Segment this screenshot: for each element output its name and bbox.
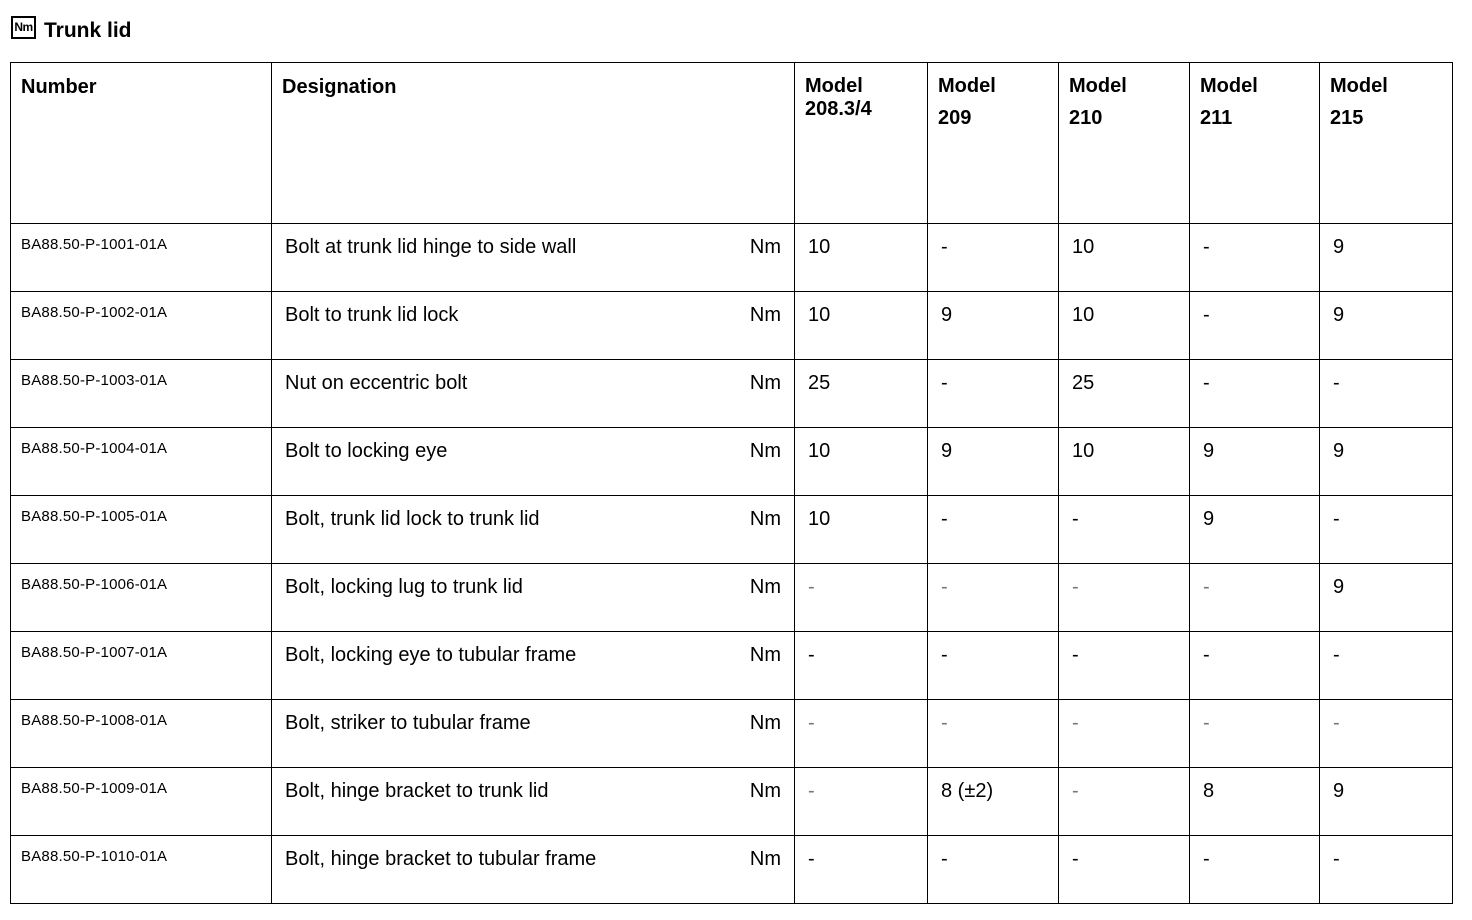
- designation-text: Bolt to locking eye: [285, 440, 448, 462]
- cell-part-number: [11, 360, 272, 428]
- designation-text: Nut on eccentric bolt: [285, 372, 468, 394]
- model-label: Model: [938, 75, 996, 97]
- torque-value: -: [1333, 644, 1340, 666]
- column-header-model-209: [928, 63, 1059, 224]
- model-number: 208.3/4: [805, 98, 872, 120]
- designation-text: Bolt, striker to tubular frame: [285, 712, 531, 734]
- torque-value: -: [808, 848, 815, 870]
- torque-value: -: [1203, 712, 1210, 734]
- torque-value: -: [1072, 712, 1079, 734]
- table-header-row: [11, 63, 1453, 224]
- column-header-model-208: [795, 63, 928, 224]
- cell-part-number: [11, 632, 272, 700]
- column-header-model-211: [1190, 63, 1320, 224]
- torque-value: -: [1203, 236, 1210, 258]
- designation-text: Bolt, hinge bracket to trunk lid: [285, 780, 549, 802]
- cell-torque-value: [1059, 632, 1190, 700]
- cell-part-number: [11, 428, 272, 496]
- cell-torque-value: [928, 428, 1059, 496]
- cell-torque-value: [1190, 700, 1320, 768]
- torque-value: -: [941, 712, 948, 734]
- torque-value: -: [1203, 372, 1210, 394]
- cell-torque-value: [1320, 360, 1453, 428]
- part-number: BA88.50-P-1002-01A: [21, 304, 168, 321]
- torque-value: 10: [808, 508, 831, 530]
- cell-designation: [272, 700, 795, 768]
- cell-torque-value: [1190, 496, 1320, 564]
- torque-value: -: [1333, 372, 1340, 394]
- cell-designation: [272, 224, 795, 292]
- torque-value: 25: [1072, 372, 1095, 394]
- cell-torque-value: [1059, 292, 1190, 360]
- torque-value: 8 (±2): [941, 780, 994, 802]
- torque-value: -: [1072, 644, 1079, 666]
- torque-value: 9: [1333, 236, 1345, 258]
- model-number: 210: [1069, 107, 1103, 129]
- table-row: [11, 428, 1453, 496]
- cell-torque-value: [1059, 564, 1190, 632]
- torque-value: -: [1203, 576, 1210, 598]
- designation-text: Bolt, hinge bracket to tubular frame: [285, 848, 597, 870]
- cell-torque-value: [795, 224, 928, 292]
- section-header: [11, 16, 132, 46]
- table-row: [11, 836, 1453, 904]
- table-row: [11, 632, 1453, 700]
- cell-part-number: [11, 496, 272, 564]
- torque-value: -: [1203, 644, 1210, 666]
- cell-torque-value: [1190, 428, 1320, 496]
- model-label: Model: [1200, 75, 1258, 97]
- model-label: Model: [1330, 75, 1388, 97]
- torque-value: -: [1072, 780, 1079, 802]
- torque-value: 8: [1203, 780, 1215, 802]
- designation-text: Bolt, locking eye to tubular frame: [285, 644, 577, 666]
- torque-value: -: [808, 780, 815, 802]
- cell-part-number: [11, 224, 272, 292]
- torque-value: 25: [808, 372, 831, 394]
- cell-part-number: [11, 768, 272, 836]
- cell-torque-value: [1059, 428, 1190, 496]
- cell-torque-value: [1190, 836, 1320, 904]
- unit-label: Nm: [749, 848, 781, 870]
- cell-torque-value: [795, 564, 928, 632]
- torque-value: -: [941, 644, 948, 666]
- torque-value: 9: [1203, 440, 1215, 462]
- unit-label: Nm: [749, 372, 781, 394]
- designation-text: Bolt at trunk lid hinge to side wall: [285, 236, 577, 258]
- cell-torque-value: [928, 292, 1059, 360]
- cell-torque-value: [795, 836, 928, 904]
- model-number: 215: [1330, 107, 1364, 129]
- torque-value: -: [1203, 848, 1210, 870]
- cell-torque-value: [928, 496, 1059, 564]
- part-number: BA88.50-P-1004-01A: [21, 440, 168, 457]
- cell-designation: [272, 292, 795, 360]
- part-number: BA88.50-P-1006-01A: [21, 576, 168, 593]
- torque-value: -: [1072, 508, 1079, 530]
- cell-torque-value: [928, 564, 1059, 632]
- table-row: [11, 496, 1453, 564]
- cell-torque-value: [795, 632, 928, 700]
- torque-value: 9: [941, 304, 953, 326]
- model-number: 209: [938, 107, 972, 129]
- unit-label: Nm: [749, 780, 781, 802]
- designation-text: Bolt to trunk lid lock: [285, 304, 459, 326]
- cell-torque-value: [795, 496, 928, 564]
- designation-text: Bolt, locking lug to trunk lid: [285, 576, 523, 598]
- part-number: BA88.50-P-1007-01A: [21, 644, 168, 661]
- torque-value: 10: [1072, 304, 1095, 326]
- unit-label: Nm: [749, 440, 781, 462]
- cell-torque-value: [928, 768, 1059, 836]
- column-header-label: Number: [21, 76, 97, 98]
- page-title: Trunk lid: [44, 19, 132, 42]
- column-header-designation: [272, 63, 795, 224]
- torque-value: -: [941, 508, 948, 530]
- table-row: [11, 564, 1453, 632]
- torque-value: -: [941, 848, 948, 870]
- table-row: [11, 224, 1453, 292]
- torque-value: -: [1333, 712, 1340, 734]
- model-label: Model: [805, 75, 863, 97]
- torque-value: 10: [1072, 236, 1095, 258]
- part-number: BA88.50-P-1003-01A: [21, 372, 168, 389]
- torque-nm-icon: Nm: [11, 16, 36, 39]
- cell-torque-value: [1059, 836, 1190, 904]
- cell-designation: [272, 428, 795, 496]
- cell-torque-value: [795, 360, 928, 428]
- unit-label: Nm: [749, 644, 781, 666]
- cell-torque-value: [1320, 632, 1453, 700]
- torque-value: -: [1203, 304, 1210, 326]
- torque-value: 9: [941, 440, 953, 462]
- torque-value: 9: [1333, 440, 1345, 462]
- torque-value: 9: [1203, 508, 1215, 530]
- torque-value: -: [1333, 848, 1340, 870]
- part-number: BA88.50-P-1008-01A: [21, 712, 168, 729]
- cell-torque-value: [1190, 292, 1320, 360]
- cell-torque-value: [1059, 768, 1190, 836]
- column-header-number: [11, 63, 272, 224]
- cell-torque-value: [928, 632, 1059, 700]
- torque-value: 10: [808, 304, 831, 326]
- cell-part-number: [11, 700, 272, 768]
- torque-value: -: [941, 576, 948, 598]
- torque-value: -: [808, 644, 815, 666]
- column-header-label: Designation: [282, 76, 397, 98]
- cell-torque-value: [1320, 292, 1453, 360]
- cell-torque-value: [795, 428, 928, 496]
- torque-value: -: [808, 712, 815, 734]
- table-row: [11, 360, 1453, 428]
- cell-torque-value: [795, 768, 928, 836]
- cell-part-number: [11, 292, 272, 360]
- part-number: BA88.50-P-1005-01A: [21, 508, 168, 525]
- unit-label: Nm: [749, 712, 781, 734]
- cell-torque-value: [928, 224, 1059, 292]
- torque-value: -: [941, 372, 948, 394]
- designation-text: Bolt, trunk lid lock to trunk lid: [285, 508, 540, 530]
- torque-value: 10: [808, 440, 831, 462]
- part-number: BA88.50-P-1010-01A: [21, 848, 168, 865]
- cell-torque-value: [1190, 768, 1320, 836]
- cell-torque-value: [1059, 496, 1190, 564]
- torque-value: 9: [1333, 576, 1345, 598]
- table-row: [11, 292, 1453, 360]
- torque-value: -: [1333, 508, 1340, 530]
- model-number: 211: [1200, 107, 1233, 129]
- torque-value: -: [808, 576, 815, 598]
- model-label: Model: [1069, 75, 1127, 97]
- cell-designation: [272, 768, 795, 836]
- torque-value: 10: [808, 236, 831, 258]
- torque-value: 9: [1333, 780, 1345, 802]
- cell-designation: [272, 564, 795, 632]
- cell-designation: [272, 360, 795, 428]
- cell-designation: [272, 836, 795, 904]
- table-body: [11, 224, 1453, 904]
- cell-torque-value: [1320, 224, 1453, 292]
- cell-torque-value: [1190, 224, 1320, 292]
- cell-torque-value: [1190, 632, 1320, 700]
- cell-designation: [272, 632, 795, 700]
- cell-torque-value: [928, 700, 1059, 768]
- cell-torque-value: [795, 700, 928, 768]
- cell-torque-value: [1320, 496, 1453, 564]
- cell-part-number: [11, 564, 272, 632]
- cell-torque-value: [1320, 428, 1453, 496]
- cell-torque-value: [928, 836, 1059, 904]
- unit-label: Nm: [749, 576, 781, 598]
- cell-torque-value: [1320, 768, 1453, 836]
- cell-part-number: [11, 836, 272, 904]
- torque-value: 10: [1072, 440, 1095, 462]
- cell-designation: [272, 496, 795, 564]
- cell-torque-value: [928, 360, 1059, 428]
- cell-torque-value: [1059, 224, 1190, 292]
- unit-label: Nm: [749, 236, 781, 258]
- part-number: BA88.50-P-1009-01A: [21, 780, 168, 797]
- unit-label: Nm: [749, 304, 781, 326]
- torque-spec-table: [10, 62, 1453, 904]
- cell-torque-value: [1320, 836, 1453, 904]
- table-row: [11, 700, 1453, 768]
- column-header-model-210: [1059, 63, 1190, 224]
- cell-torque-value: [1190, 360, 1320, 428]
- cell-torque-value: [795, 292, 928, 360]
- torque-value: 9: [1333, 304, 1345, 326]
- cell-torque-value: [1190, 564, 1320, 632]
- torque-value: -: [1072, 848, 1079, 870]
- cell-torque-value: [1059, 360, 1190, 428]
- part-number: BA88.50-P-1001-01A: [21, 236, 168, 253]
- torque-value: -: [941, 236, 948, 258]
- column-header-model-215: [1320, 63, 1453, 224]
- torque-value: -: [1072, 576, 1079, 598]
- unit-label: Nm: [749, 508, 781, 530]
- cell-torque-value: [1059, 700, 1190, 768]
- cell-torque-value: [1320, 564, 1453, 632]
- table-row: [11, 768, 1453, 836]
- cell-torque-value: [1320, 700, 1453, 768]
